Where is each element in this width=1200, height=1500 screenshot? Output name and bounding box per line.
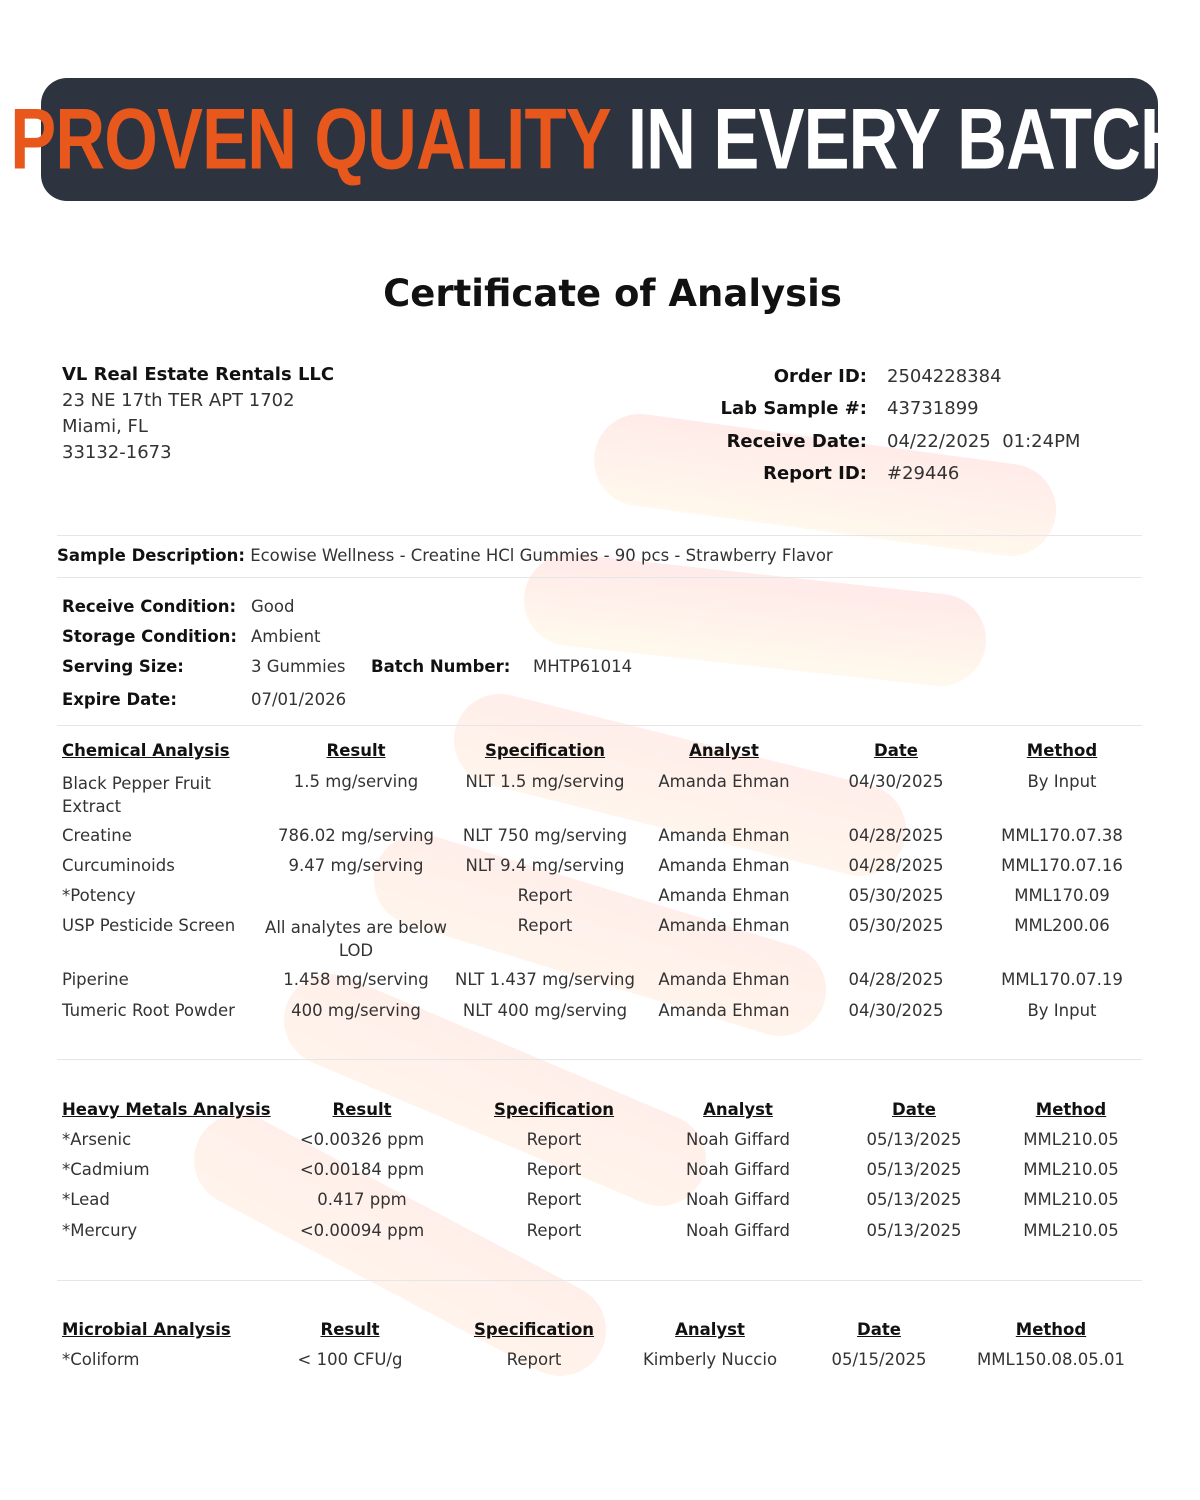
serving-size-label: Serving Size: bbox=[62, 657, 184, 676]
order-row bbox=[700, 393, 1080, 426]
table-row-analyst: Amanda Ehman bbox=[658, 886, 790, 905]
metals-header-result: Result bbox=[332, 1100, 392, 1119]
divider bbox=[57, 577, 1142, 578]
divider bbox=[57, 1280, 1142, 1281]
table-row-analyst: Amanda Ehman bbox=[658, 916, 790, 935]
order-id-label: Order ID: bbox=[773, 365, 867, 387]
lab-sample-label: Lab Sample #: bbox=[720, 398, 867, 420]
table-row-result: 400 mg/serving bbox=[291, 1001, 421, 1020]
banner-highlight: PROVEN QUALITY bbox=[10, 91, 610, 187]
table-row-name: USP Pesticide Screen bbox=[62, 916, 236, 935]
table-row-analyst: Noah Giffard bbox=[685, 1160, 791, 1179]
table-row-result: 0.417 ppm bbox=[317, 1190, 407, 1209]
microbial-header-analyst: Analyst bbox=[675, 1320, 745, 1339]
table-row-result: <0.00326 ppm bbox=[299, 1130, 425, 1149]
order-row bbox=[700, 458, 1080, 491]
table-row-method: MML170.07.16 bbox=[1001, 856, 1123, 875]
storage-condition-label: Storage Condition: bbox=[62, 627, 238, 646]
table-row-result: All analytes are below LOD bbox=[265, 918, 447, 960]
table-row-result: < 100 CFU/g bbox=[297, 1350, 403, 1369]
table-row-spec: NLT 400 mg/serving bbox=[462, 1001, 628, 1020]
table-row-analyst: Amanda Ehman bbox=[658, 856, 790, 875]
table-row-analyst: Amanda Ehman bbox=[658, 970, 790, 989]
table-row-date: 04/28/2025 bbox=[848, 856, 944, 875]
metals-header-specification: Specification bbox=[493, 1100, 615, 1119]
table-row-date: 05/13/2025 bbox=[866, 1160, 962, 1179]
chemical-header-date: Date bbox=[874, 741, 918, 760]
table-row-result: 786.02 mg/serving bbox=[278, 826, 434, 845]
receive-date-label: Receive Date: bbox=[726, 430, 867, 452]
client-street: 23 NE 17th TER APT 1702 bbox=[62, 390, 295, 411]
table-row-analyst: Noah Giffard bbox=[685, 1130, 791, 1149]
microbial-header-date: Date bbox=[857, 1320, 901, 1339]
report-id-label: Report ID: bbox=[763, 463, 867, 485]
table-row-method: MML150.08.05.01 bbox=[977, 1350, 1125, 1369]
client-address bbox=[62, 362, 334, 466]
table-row-name: Curcuminoids bbox=[62, 856, 175, 875]
table-row-result: <0.00184 ppm bbox=[299, 1160, 425, 1179]
table-row-method: By Input bbox=[1027, 772, 1097, 791]
client-company: VL Real Estate Rentals LLC bbox=[62, 364, 335, 385]
client-zip: 33132-1673 bbox=[62, 442, 172, 463]
table-row-date: 04/30/2025 bbox=[848, 772, 944, 791]
chemical-header-method: Method bbox=[1026, 741, 1098, 760]
table-row-name: Tumeric Root Powder bbox=[62, 1001, 235, 1020]
table-row-date: 04/28/2025 bbox=[848, 970, 944, 989]
microbial-header-analysis: Microbial Analysis bbox=[62, 1320, 231, 1339]
metals-header-date: Date bbox=[892, 1100, 936, 1119]
batch-number-value: MHTP61014 bbox=[533, 657, 633, 676]
table-row-method: MML200.06 bbox=[1014, 916, 1110, 935]
serving-size-value: 3 Gummies bbox=[251, 657, 346, 676]
table-row-name: Black Pepper Fruit Extract bbox=[62, 774, 212, 816]
table-row-result: 1.458 mg/serving bbox=[283, 970, 429, 989]
table-row-method: MML170.09 bbox=[1014, 886, 1110, 905]
table-row-method: By Input bbox=[1027, 1001, 1097, 1020]
expire-date-value: 07/01/2026 bbox=[251, 690, 347, 709]
page-title: Certificate of Analysis bbox=[383, 272, 842, 315]
expire-date-label: Expire Date: bbox=[62, 690, 177, 709]
table-row-analyst: Kimberly Nuccio bbox=[642, 1350, 778, 1369]
metals-header-analysis: Heavy Metals Analysis bbox=[62, 1100, 271, 1119]
table-row-method: MML170.07.38 bbox=[1001, 826, 1123, 845]
metals-header-analyst: Analyst bbox=[703, 1100, 773, 1119]
table-row-name: *Potency bbox=[62, 886, 136, 905]
table-row-spec: NLT 1.5 mg/serving bbox=[465, 772, 625, 791]
lab-sample-value: 43731899 bbox=[887, 398, 979, 420]
table-row-analyst: Noah Giffard bbox=[685, 1221, 791, 1240]
divider bbox=[57, 725, 1142, 726]
table-row-method: MML170.07.19 bbox=[1001, 970, 1123, 989]
chemical-header-analysis: Chemical Analysis bbox=[62, 741, 230, 760]
metals-header-method: Method bbox=[1035, 1100, 1107, 1119]
banner-rest: IN EVERY BATCH bbox=[609, 91, 1189, 187]
order-row bbox=[700, 425, 1080, 458]
table-row-date: 05/13/2025 bbox=[866, 1221, 962, 1240]
table-row-name: Creatine bbox=[62, 826, 132, 845]
table-row-spec: NLT 9.4 mg/serving bbox=[465, 856, 625, 875]
table-row-date: 05/15/2025 bbox=[831, 1350, 927, 1369]
table-row-method: MML210.05 bbox=[1023, 1190, 1119, 1209]
receive-date-value: 04/22/2025 01:24PM bbox=[887, 430, 1081, 452]
table-row-spec: Report bbox=[526, 1130, 582, 1149]
table-row-date: 05/30/2025 bbox=[848, 916, 944, 935]
table-row-date: 04/28/2025 bbox=[848, 826, 944, 845]
order-id-value: 2504228384 bbox=[887, 365, 1002, 387]
table-row-spec: Report bbox=[526, 1190, 582, 1209]
table-row-date: 05/30/2025 bbox=[848, 886, 944, 905]
chemical-header-analyst: Analyst bbox=[689, 741, 759, 760]
order-info bbox=[700, 360, 1080, 490]
sample-description bbox=[57, 546, 833, 565]
table-row-method: MML210.05 bbox=[1023, 1160, 1119, 1179]
table-row-spec: Report bbox=[517, 886, 573, 905]
table-row-result: 1.5 mg/serving bbox=[293, 772, 419, 791]
batch-number-label: Batch Number: bbox=[371, 657, 511, 676]
divider bbox=[57, 1059, 1142, 1060]
table-row-name: *Cadmium bbox=[62, 1160, 150, 1179]
table-row-date: 04/30/2025 bbox=[848, 1001, 944, 1020]
order-row bbox=[700, 360, 1080, 393]
sample-description-label: Sample Description: bbox=[57, 546, 245, 565]
table-row-spec: Report bbox=[517, 916, 573, 935]
storage-condition-value: Ambient bbox=[251, 627, 321, 646]
microbial-header-method: Method bbox=[1015, 1320, 1087, 1339]
table-row-spec: Report bbox=[526, 1160, 582, 1179]
table-row-name: *Mercury bbox=[62, 1221, 138, 1240]
chemical-header-result: Result bbox=[326, 741, 386, 760]
sample-description-value: Ecowise Wellness - Creatine HCl Gummies - 90 pcs - Strawberry Flavor bbox=[250, 546, 833, 565]
table-row-name: *Lead bbox=[62, 1190, 110, 1209]
receive-condition-value: Good bbox=[251, 597, 295, 616]
divider bbox=[57, 535, 1142, 536]
table-row-name: *Arsenic bbox=[62, 1130, 132, 1149]
table-row-analyst: Amanda Ehman bbox=[658, 826, 790, 845]
table-row-name: *Coliform bbox=[62, 1350, 140, 1369]
microbial-header-specification: Specification bbox=[473, 1320, 595, 1339]
table-row-date: 05/13/2025 bbox=[866, 1190, 962, 1209]
client-city: Miami, FL bbox=[62, 416, 148, 437]
table-row-spec: Report bbox=[506, 1350, 562, 1369]
report-id-value: #29446 bbox=[887, 463, 960, 485]
table-row-date: 05/13/2025 bbox=[866, 1130, 962, 1149]
chemical-header-specification: Specification bbox=[484, 741, 606, 760]
table-row-result: 9.47 mg/serving bbox=[288, 856, 424, 875]
table-row-analyst: Amanda Ehman bbox=[658, 772, 790, 791]
table-row-analyst: Amanda Ehman bbox=[658, 1001, 790, 1020]
table-row-analyst: Noah Giffard bbox=[685, 1190, 791, 1209]
table-row-spec: NLT 1.437 mg/serving bbox=[455, 970, 635, 989]
receive-condition-label: Receive Condition: bbox=[62, 597, 237, 616]
microbial-header-result: Result bbox=[320, 1320, 380, 1339]
table-row-result: <0.00094 ppm bbox=[299, 1221, 425, 1240]
table-row-spec: Report bbox=[526, 1221, 582, 1240]
table-row-method: MML210.05 bbox=[1023, 1221, 1119, 1240]
table-row-name: Piperine bbox=[62, 970, 129, 989]
table-row-spec: NLT 750 mg/serving bbox=[462, 826, 628, 845]
table-row-method: MML210.05 bbox=[1023, 1130, 1119, 1149]
